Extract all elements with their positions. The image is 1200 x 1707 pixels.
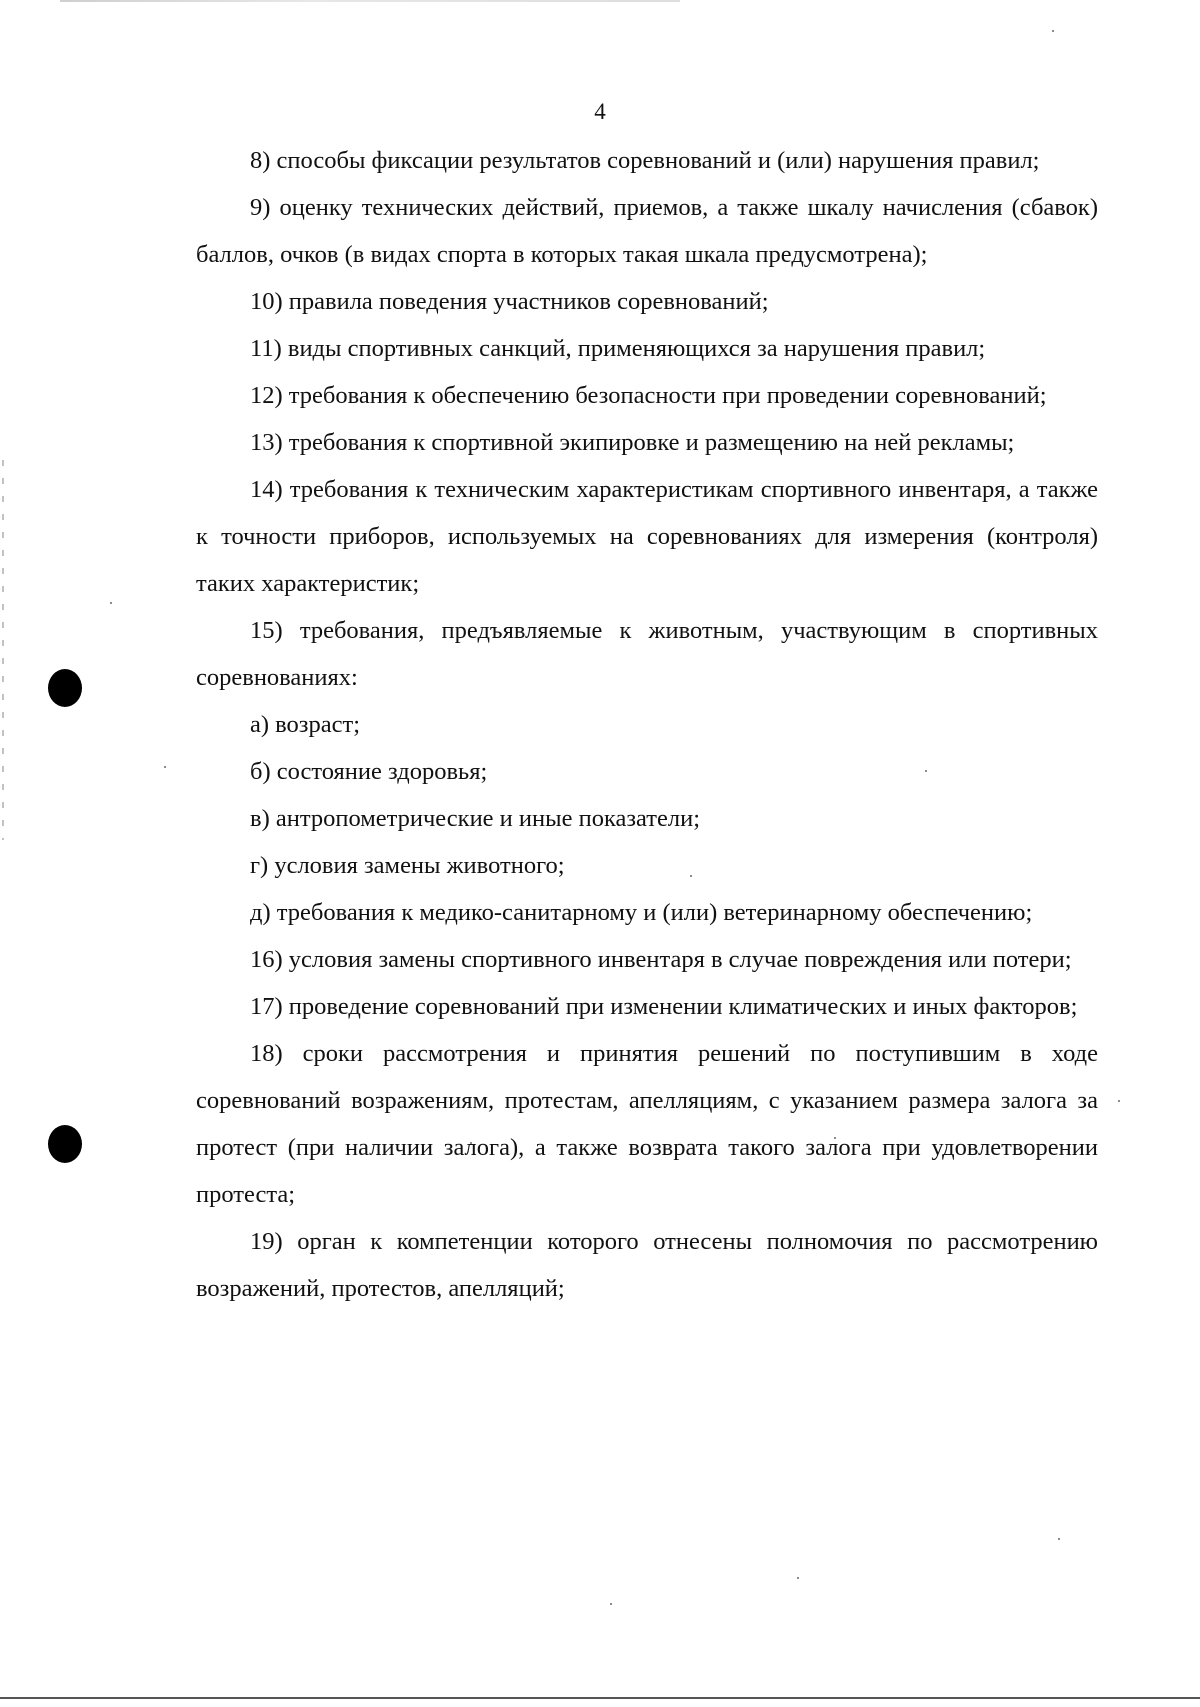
list-item: 8) способы фиксации результатов соревнований и (или) нарушения правил;: [250, 147, 1040, 174]
scan-speck: [164, 766, 166, 768]
sub-item: г) условия замены животного;: [250, 852, 565, 879]
list-item: 18) сроки рассмотрения и принятия решений по поступившим в ходе соревнований возражениям, протестам, апелляциям, с указанием размера залога за протест (при наличии залога), а также возврата такого залога при удовлетворении протеста;: [196, 1040, 1098, 1208]
list-item: 14) требования к техническим характеристикам спортивного инвентаря, а также к точности приборов, используемых на соревнованиях для измерения (контроля) таких характеристик;: [196, 476, 1098, 597]
sub-item: д) требования к медико-санитарному и (или) ветеринарному обеспечению;: [250, 899, 1033, 926]
punch-hole-bottom: [48, 1125, 82, 1163]
sub-item: б) состояние здоровья;: [250, 758, 488, 785]
document-body: [196, 137, 1098, 1312]
scan-speck: [797, 1577, 799, 1579]
list-item: 13) требования к спортивной экипировке и размещению на ней рекламы;: [250, 429, 1015, 456]
scan-speck: [1052, 30, 1054, 32]
list-item: 16) условия замены спортивного инвентаря в случае повреждения или потери;: [250, 946, 1072, 973]
list-item: 19) орган к компетенции которого отнесены полномочия по рассмотрению возражений, протестов, апелляций;: [196, 1228, 1098, 1302]
list-item: 10) правила поведения участников соревнований;: [250, 288, 769, 315]
list-item: 15) требования, предъявляемые к животным, участвующим в спортивных соревнованиях:: [196, 617, 1098, 691]
sub-item: а) возраст;: [250, 711, 360, 738]
list-item: 11) виды спортивных санкций, применяющихся за нарушения правил;: [250, 335, 986, 362]
list-item: 17) проведение соревнований при изменении климатических и иных факторов;: [250, 993, 1078, 1020]
scan-speck: [1118, 1100, 1120, 1102]
list-item: 9) оценку технических действий, приемов, а также шкалу начисления (сбавок) баллов, очков (в видах спорта в которых такая шкала предусмотрена);: [196, 194, 1098, 268]
scan-artifact-top-line: [60, 0, 680, 2]
scan-artifact-left-edge: [2, 460, 4, 840]
scan-speck: [110, 602, 112, 604]
page-number: 4: [594, 99, 606, 124]
list-item: 12) требования к обеспечению безопасности при проведении соревнований;: [250, 382, 1047, 409]
sub-item: в) антропометрические и иные показатели;: [250, 805, 701, 832]
scan-artifact-bottom-edge: [0, 1697, 1200, 1699]
scan-speck: [610, 1603, 612, 1605]
punch-hole-top: [48, 669, 82, 707]
scan-speck: [1058, 1538, 1060, 1540]
